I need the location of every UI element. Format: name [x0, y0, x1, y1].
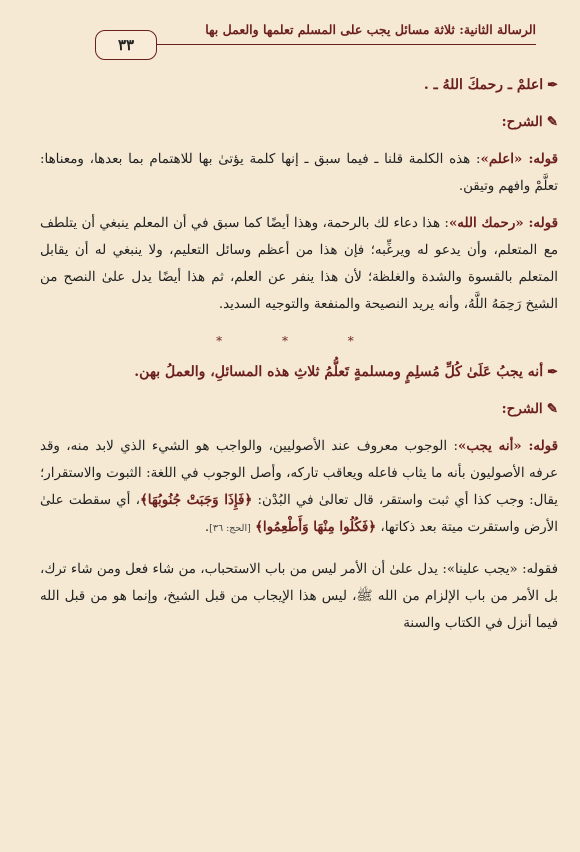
quill-icon: ✎ — [546, 114, 558, 130]
matn-2-text: أنه يجبُ عَلَىٰ كُلِّ مُسلِمٍ ومسلمةٍ تَعلُّمُ ثلاثِ هذه المسائلِ، والعملُ بهن. — [134, 364, 544, 380]
quran-reference: [الحج: ٣٦] — [209, 523, 251, 534]
explanation-paragraph-4: فقوله: «يجب علينا»: يدل علىٰ أن الأمر ليس من باب الاستحباب، من شاء فعل ومن شاء ترك، بل الأمر من باب الإلزام من الله ﷺ، ليس هذا الإيجاب من قبل الشيخ، وإنما هو من قبل الله فيما أنزل في الكتاب والسنة — [40, 562, 558, 631]
qawluhu-label-2: قوله: «رحمك الله» — [448, 215, 558, 231]
qawluhu-label-3: قوله: «أنه يجب» — [457, 438, 558, 454]
page-content — [40, 72, 558, 637]
sharh-heading-2 — [40, 396, 558, 423]
paragraph-3-text-b: ، أي سقطت علىٰ الأرض واستقرت ميتة بعد ذكاتها، — [40, 493, 558, 535]
running-header-title: الرسالة الثانية: ثلاثة مسائل يجب على المسلم تعلمها والعمل بها — [205, 22, 536, 37]
paragraph-3-text-a: : الوجوب معروف عند الأصوليين، والواجب هو الشيء الذي لابد منه، وقد عرفه الأصوليون بأنه ما يثاب فاعله ويعاقب تاركه، وأصل الوجوب في اللغة: الثبوت والاستقرار؛ يقال: وجب كذا أي ثبت واستقر، قال تعالىٰ في البُدْن: — [40, 439, 558, 508]
sharh-label-2: الشرح: — [501, 401, 543, 417]
quill-icon: ✎ — [546, 401, 558, 417]
paragraph-2-text: : هذا دعاء لك بالرحمة، وهذا أيضًا كما سبق في أن المعلم ينبغي أن يتلطف مع المتعلم، وأن يدعو له ويرغِّبه؛ فإن هذا من أعظم وسائل التعليم، ولا ينبغي له أن يقابل المتعلم بالقسوة والشدة والغلظة؛ لأن هذا ينفر عن العلم، ثم هذا أيضًا يدل علىٰ النصح من الشيخ رَحِمَهُ اللَّهُ، وأنه يريد النصيحة والمنفعة والتوجيه السديد. — [40, 216, 558, 312]
sharh-heading-1 — [40, 109, 558, 136]
sharh-label-1: الشرح: — [501, 114, 543, 130]
page-number: ٣٣ — [95, 30, 157, 60]
page-header — [40, 0, 558, 62]
pen-icon: ✒ — [547, 365, 558, 380]
qawluhu-label-1: قوله: «اعلم» — [480, 151, 558, 167]
matn-1-text: اعلمْ ـ رحمكَ اللهُ ـ . — [423, 77, 544, 93]
header-rule — [150, 44, 536, 45]
quran-verse-2: ﴿فَكُلُوا مِنْهَا وَأَطْعِمُوا﴾ — [255, 519, 377, 535]
explanation-paragraph-2 — [40, 210, 558, 318]
paragraph-1-text: : هذه الكلمة قلنا ـ فيما سبق ـ إنها كلمة يؤتىٰ بها للاهتمام بما بعدها، ومعناها: تعلَّمْ وافهم وتيقن. — [40, 152, 558, 194]
matn-text-2 — [40, 359, 558, 386]
section-divider-stars: * * * — [216, 334, 382, 348]
quran-verse-1: ﴿فَإِذَا وَجَبَتْ جُنُوبُهَا﴾ — [139, 492, 253, 508]
pen-icon: ✒ — [547, 78, 558, 93]
explanation-paragraph-3: قوله: «أنه يجب»: الوجوب معروف عند الأصوليين، والواجب هو الشيء الذي لابد منه، وقد عرفه الأصوليون بأنه ما يثاب فاعله ويعاقب تاركه، وأصل الوجوب في اللغة: الثبوت والاستقرار؛ يقال: وجب كذا أي ثبت واستقر، قال تعالىٰ في البُدْن: ﴿فَإِذَا وَجَبَتْ جُنُوبُهَا﴾، أي سقطت علىٰ الأرض واستقرت ميتة بعد ذكاتها، ﴿فَكُلُوا مِنْهَا وَأَطْعِمُوا﴾ [الحج: ٣٦]. — [40, 438, 558, 535]
explanation-paragraph-1 — [40, 146, 558, 200]
matn-text-1 — [40, 72, 558, 99]
